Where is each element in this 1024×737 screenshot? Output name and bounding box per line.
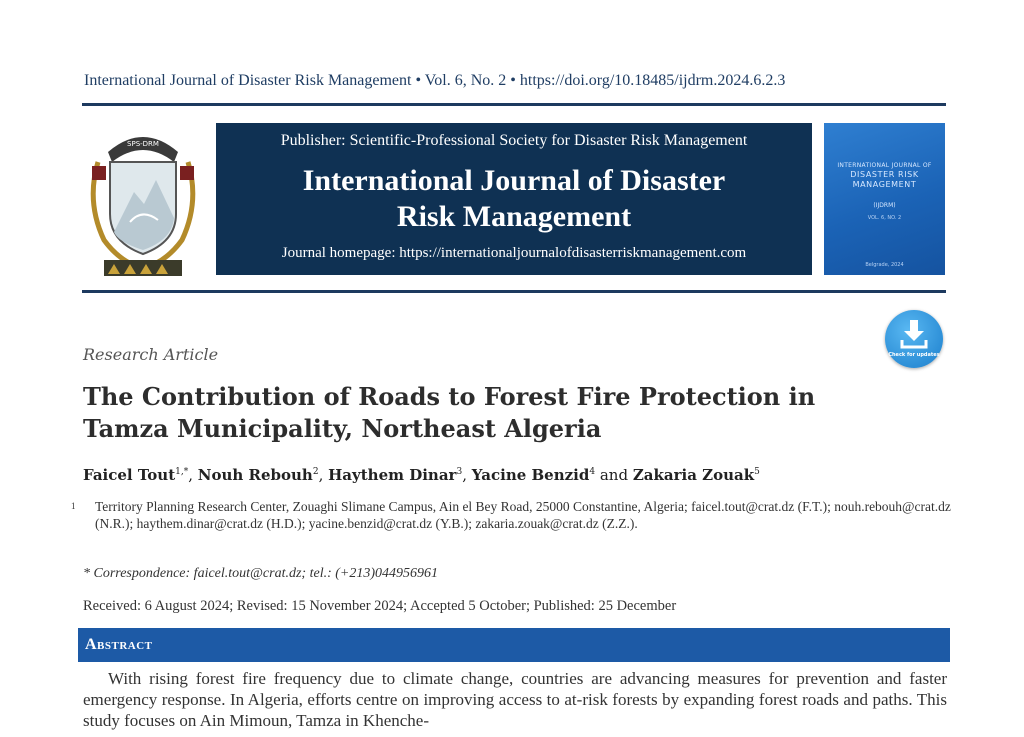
affiliation-marker: 1 xyxy=(71,501,76,511)
article-type: Research Article xyxy=(83,345,219,364)
author: Yacine Benzid$^4$ and xyxy=(471,466,633,484)
author: Nouh Rebouh$^2$, xyxy=(197,466,329,484)
check-for-updates-button[interactable] xyxy=(885,310,943,368)
download-icon xyxy=(900,318,928,350)
logo-text: SPS-DRM xyxy=(127,140,159,148)
affiliation xyxy=(71,498,951,532)
check-for-updates-label: Check for updates xyxy=(888,352,940,358)
abstract-heading: Abstract xyxy=(85,636,153,653)
article-title-line-1: The Contribution of Roads to Forest Fire Protection in xyxy=(83,382,816,411)
cover-line-1: INTERNATIONAL JOURNAL OF xyxy=(837,162,932,169)
running-head: International Journal of Disaster Risk Management • Vol. 6, No. 2 • https://doi.org/10.18485/ijdrm.2024.6.2.3 xyxy=(84,72,786,89)
author: Haythem Dinar$^3$, xyxy=(328,466,472,484)
author-list xyxy=(83,466,760,484)
journal-homepage[interactable]: Journal homepage: https://internationaljournalofdisasterriskmanagement.com xyxy=(281,245,747,261)
journal-banner xyxy=(216,123,812,275)
journal-title xyxy=(216,163,812,235)
article-title-line-2: Tamza Municipality, Northeast Algeria xyxy=(83,414,602,443)
bottom-divider xyxy=(82,290,946,293)
affiliation-text: Territory Planning Research Center, Zouaghi Slimane Campus, Ain el Bey Road, 25000 Constantine, Algeria; faicel.tout@crat.dz (F.T.); nouh.rebouh@crat.dz (N.R.); haythem.dinar@crat.dz (H.D.); yacine.benzid@crat.dz (Y.B.); zakaria.zouak@crat.dz (Z.Z.). xyxy=(95,499,951,531)
author: Zakaria Zouak$^5$ xyxy=(632,466,760,484)
cover-line-5: Belgrade, 2024 xyxy=(865,262,904,268)
journal-title-line-2: Risk Management xyxy=(396,200,632,233)
cover-line-4: VOL. 6, NO. 2 xyxy=(867,215,902,221)
publication-dates: Received: 6 August 2024; Revised: 15 November 2024; Accepted 5 October; Published: 25 December xyxy=(83,598,677,614)
journal-cover xyxy=(824,123,945,275)
abstract-text: With rising forest fire frequency due to climate change, countries are advancing measures for prevention and faster emergency response. In Algeria, efforts centre on improving access to at-risk forests by expanding forest roads and paths. This study focuses on Ain Mimoun, Tamza in Khenche- xyxy=(83,669,947,730)
correspondence: * Correspondence: faicel.tout@crat.dz; tel.: (+213)044956961 xyxy=(83,566,439,581)
cover-line-2: DISASTER RISK MANAGEMENT xyxy=(850,170,919,189)
society-logo xyxy=(84,122,202,278)
top-divider xyxy=(82,103,946,106)
cover-line-3: (IJDRM) xyxy=(873,202,896,209)
abstract-heading-bar xyxy=(78,628,950,662)
author: Faicel Tout$^{1,*}$, xyxy=(83,466,198,484)
journal-title-line-1: International Journal of Disaster xyxy=(302,164,726,197)
article-title xyxy=(83,381,863,445)
publisher-line: Publisher: Scientific-Professional Society for Disaster Risk Management xyxy=(280,132,748,149)
